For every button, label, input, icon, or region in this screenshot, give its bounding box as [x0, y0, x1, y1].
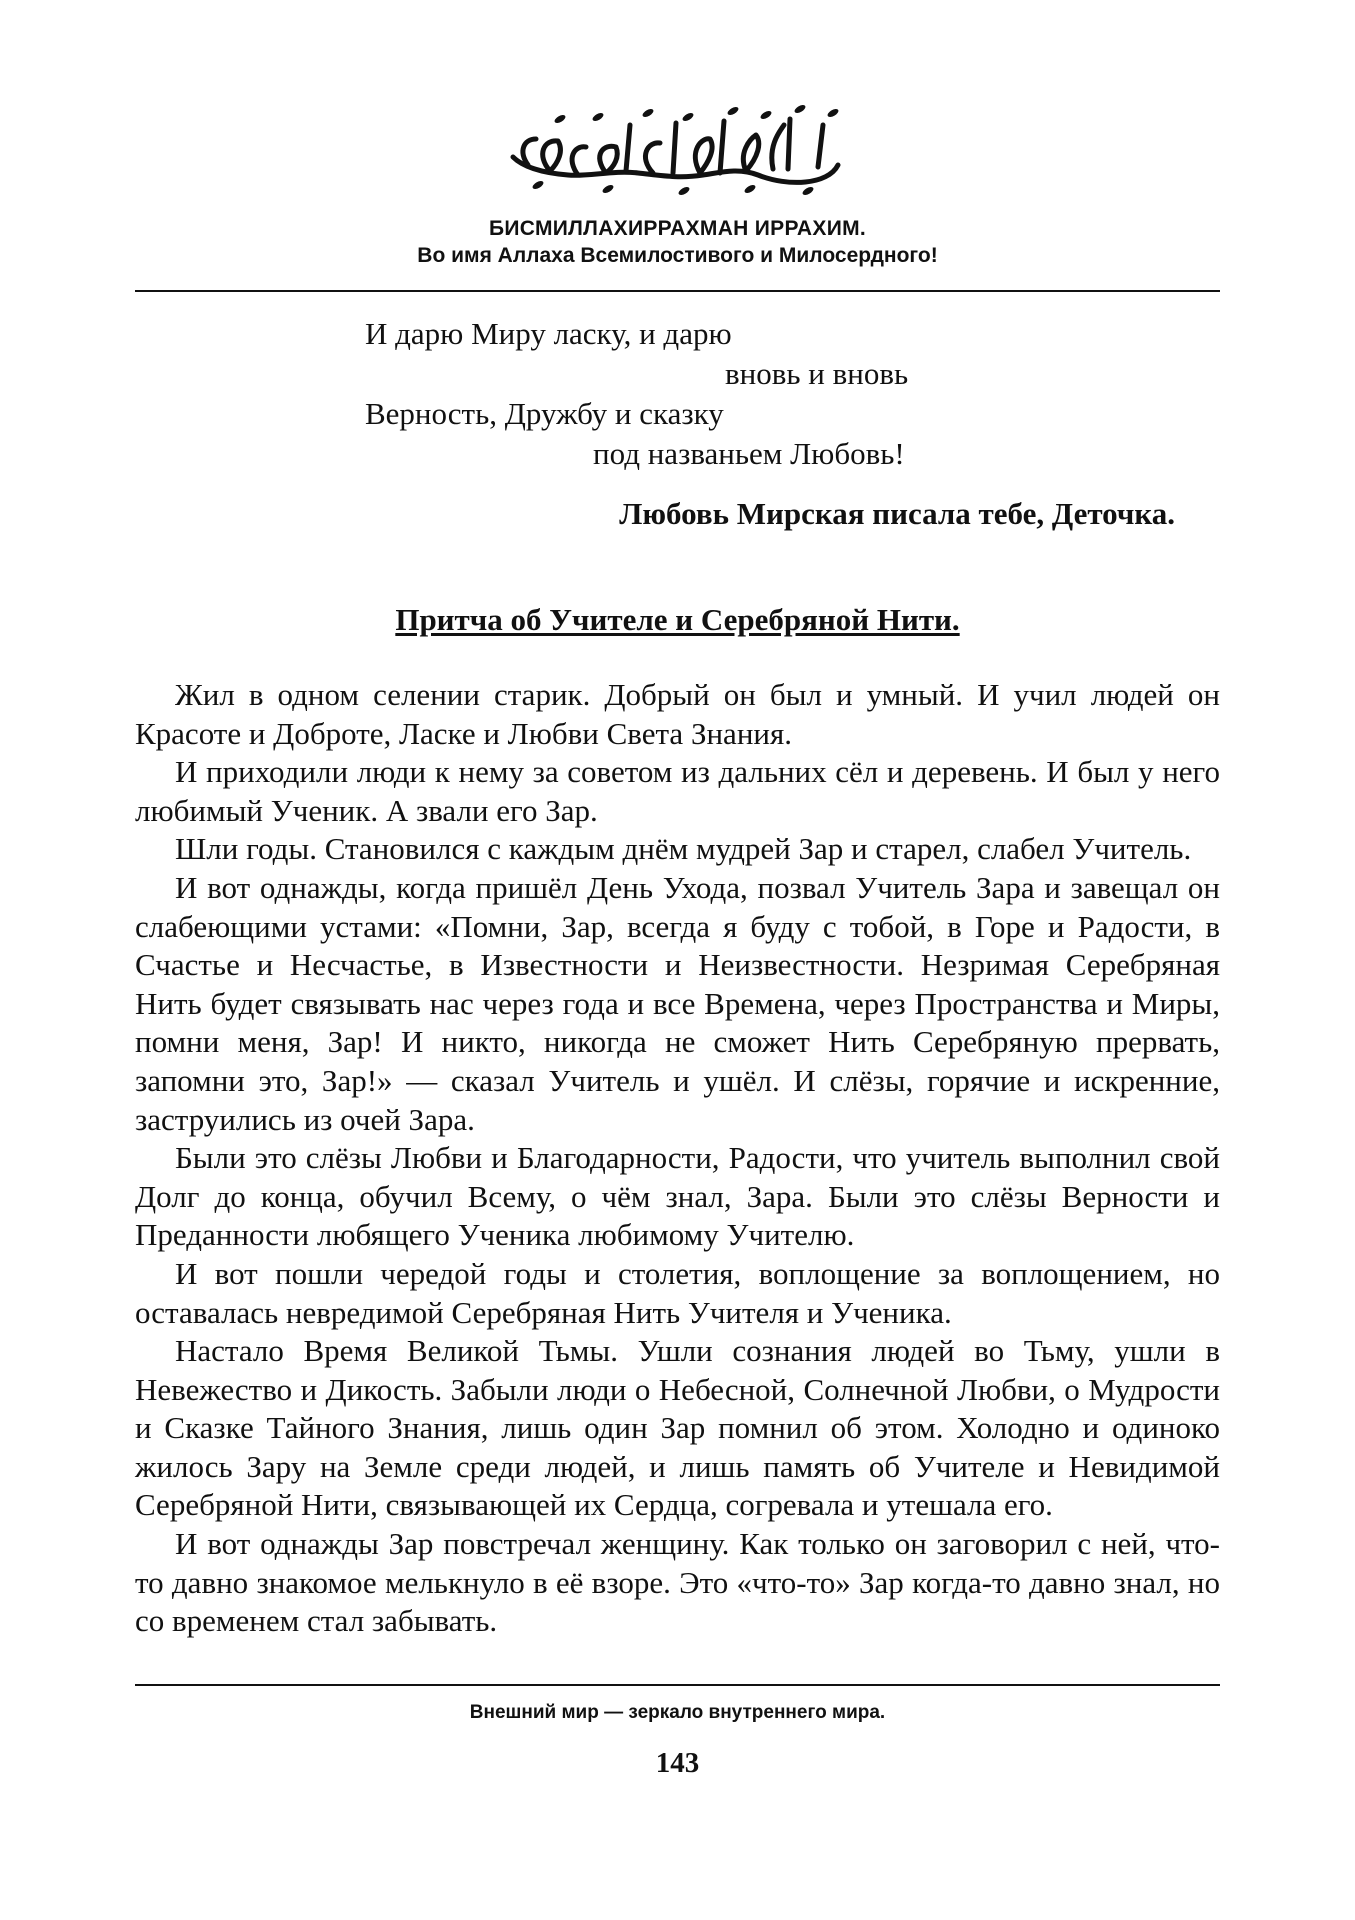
- poem-line: И дарю Миру ласку, и дарю: [365, 316, 732, 351]
- page-header: [135, 95, 1220, 269]
- footer-divider: [135, 1684, 1220, 1686]
- arabic-calligraphy-icon: [488, 95, 868, 195]
- body-text: [135, 676, 1220, 1641]
- section-title: [135, 600, 1220, 640]
- paragraph: И приходили люди к нему за советом из дальних сёл и деревень. И был у него любимый Ученик. А звали его Зар.: [135, 754, 1220, 828]
- bismillah-translation: Во имя Аллаха Всемилостивого и Милосердного!: [417, 244, 938, 267]
- poem: [365, 314, 1065, 474]
- bismillah-transliteration: БИСМИЛЛАХИРРАХМАН ИРРАХИМ.: [488, 217, 867, 240]
- paragraph: И вот однажды Зар повстречал женщину. Как только он заговорил с ней, что-то давно знакомое мелькнуло в её взоре. Это «что-то» Зар когда-то давно знал, но со временем стал забывать.: [135, 1526, 1220, 1639]
- poem-line: Верность, Дружбу и сказку: [365, 396, 724, 431]
- paragraph: Были это слёзы Любви и Благодарности, Радости, что учитель выполнил свой Долг до конца, обучил Всему, о чём знал, Зара. Были это слёзы Верности и Преданности любящего Ученика любимому Учителю.: [135, 1140, 1220, 1253]
- paragraph: Шли годы. Становился с каждым днём мудрей Зар и старел, слабел Учитель.: [175, 831, 1192, 867]
- paragraph: Настало Время Великой Тьмы. Ушли сознания людей во Тьму, ушли в Невежество и Дикость. Забыли люди о Небесной, Солнечной Любви, о Мудрости и Сказке Тайного Знания, лишь один Зар помнил об этом. Холодно и одиноко жилось Зару на Земле среди людей, и лишь память об Учителе и Невидимой Серебряной Нити, связывающей их Сердца, согревала и утешала его.: [135, 1333, 1220, 1523]
- poem-signature: Любовь Мирская писала тебе, Деточка.: [619, 496, 1175, 531]
- paragraph: И вот пошли чередой годы и столетия, воплощение за воплощением, но оставалась невредимой Серебряная Нить Учителя и Ученика.: [135, 1255, 1220, 1330]
- page-number: 143: [655, 1747, 700, 1779]
- paragraph: И вот однажды, когда пришёл День Ухода, позвал Учитель Зара и завещал он слабеющими устами: «Помни, Зар, всегда я буду с тобой, в Горе и Радости, в Счастье и Несчастье, в Известности и Неизвестности. Незримая Серебряная Нить будет связывать нас через года и все Времена, через Пространства и Миры, помни меня, Зар! И никто, никогда не сможет Нить Серебряную прервать, запомни это, Зар!» — сказал Учитель и ушёл. И слёзы, горячие и искренние, заструились из очей Зара.: [135, 869, 1220, 1137]
- poem-line: под названьем Любовь!: [593, 436, 905, 471]
- footer-caption: Внешний мир — зеркало внутреннего мира.: [469, 1702, 886, 1723]
- header-divider: [135, 290, 1220, 292]
- poem-line: вновь и вновь: [725, 356, 909, 391]
- section-title-text: Притча об Учителе и Серебряной Нити.: [395, 602, 960, 637]
- paragraph: Жил в одном селении старик. Добрый он был и умный. И учил людей он Красоте и Доброте, Ласке и Любви Света Знания.: [135, 677, 1220, 751]
